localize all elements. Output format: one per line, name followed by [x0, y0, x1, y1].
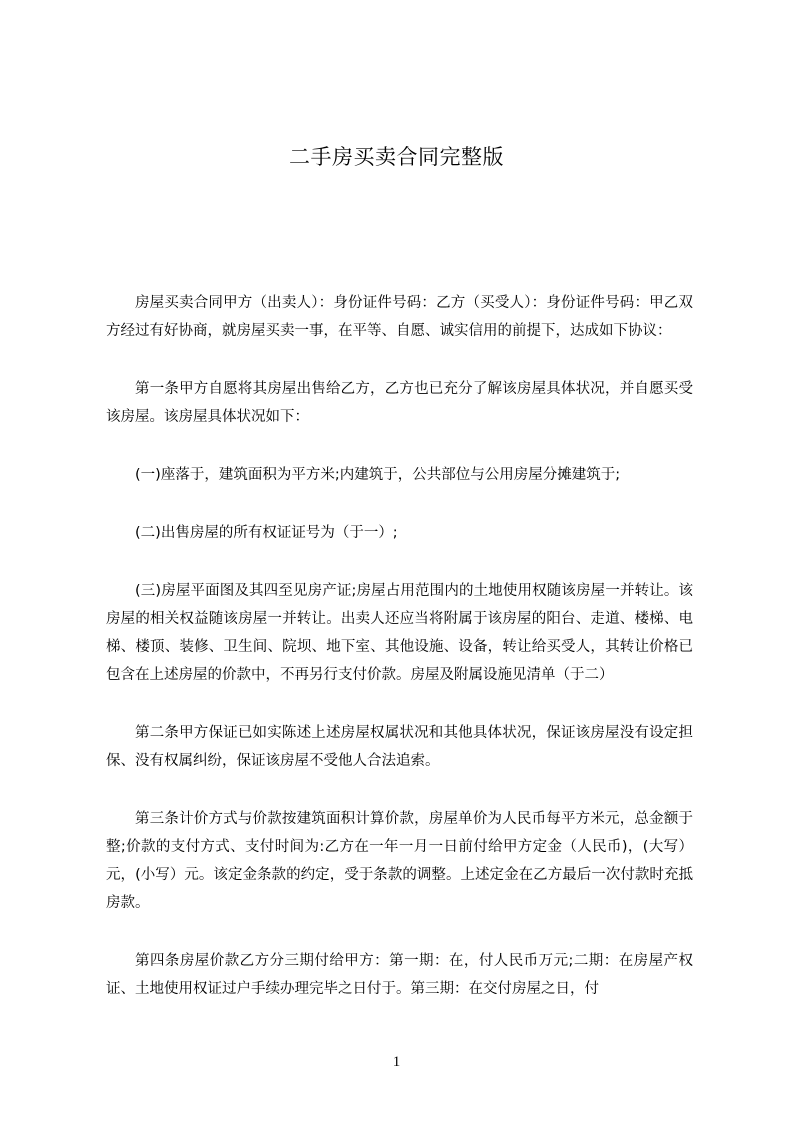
paragraph-article-2: 第二条甲方保证已如实陈述上述房屋权属状况和其他具体状况，保证该房屋没有设定担保、没有权属纠纷，保证该房屋不受他人合法追索。 [106, 725, 693, 769]
paragraph-article-3: 第三条计价方式与价款按建筑面积计算价款，房屋单价为人民币每平方米元，总金额于整;价款的支付方式、支付时间为:乙方在一年一月一日前付给甲方定金（人民币)，(大写）元，(小写）元。该定金条款的约定，受于条款的调整。上述定金在乙方最后一次付款时充抵房款。 [106, 811, 693, 911]
paragraph-item-3: (三)房屋平面图及其四至见房产证;房屋占用范围内的土地使用权随该房屋一并转让。该房屋的相关权益随该房屋一并转让。出卖人还应当将附属于该房屋的阳台、走道、楼梯、电梯、楼顶、装修、卫生间、院坝、地下室、其他设施、设备，转让给买受人，其转让价格已包含在上述房屋的价款中，不再另行支付价款。房屋及附属设施见清单（于二） [106, 583, 693, 683]
paragraph-item-2: (二)出售房屋的所有权证证号为（于一）; [135, 525, 398, 541]
page-number: 1 [392, 1054, 401, 1070]
paragraph-item-1: (一)座落于，建筑面积为平方米;内建筑于，公共部位与公用房屋分摊建筑于; [135, 467, 621, 483]
paragraph-preamble: 房屋买卖合同甲方（出卖人）：身份证件号码：乙方（买受人）：身份证件号码：甲乙双方经过有好协商，就房屋买卖一事，在平等、自愿、诚实信用的前提下，达成如下协议： [106, 295, 693, 339]
paragraph-article-4: 第四条房屋价款乙方分三期付给甲方：第一期：在，付人民币万元;二期：在房屋产权证、土地使用权证过户手续办理完毕之日付于。第三期：在交付房屋之日，付 [106, 953, 693, 997]
document-title: 二手房买卖合同完整版 [289, 145, 504, 169]
document-body [106, 289, 693, 1033]
paragraph-article-1: 第一条甲方自愿将其房屋出售给乙方，乙方也已充分了解该房屋具体状况，并自愿买受该房屋。该房屋具体状况如下： [106, 381, 693, 425]
